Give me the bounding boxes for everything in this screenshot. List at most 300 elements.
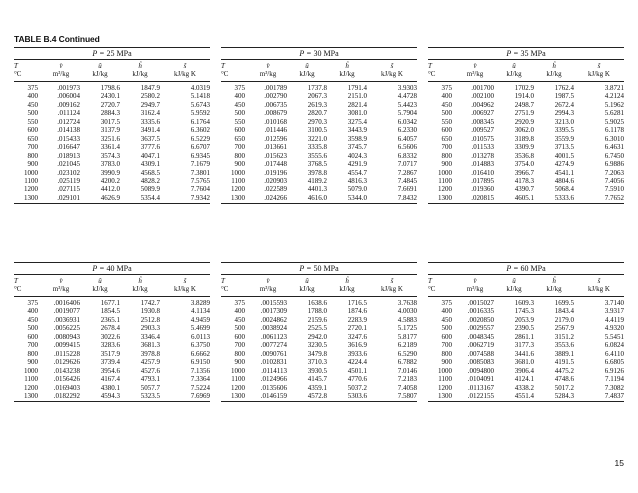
table-cell: 4167.4 bbox=[100, 375, 120, 384]
table-cell: .0017309 bbox=[260, 307, 287, 316]
table-row bbox=[14, 194, 210, 204]
table-cell: 400 bbox=[27, 307, 38, 316]
table-row bbox=[428, 135, 624, 143]
table-cell: 3.9317 bbox=[604, 307, 624, 316]
table-cell: 5079.0 bbox=[347, 185, 367, 194]
table-cell: 6.3010 bbox=[604, 134, 624, 143]
table-cell: 1930.8 bbox=[140, 307, 160, 316]
table-cell: 4572.8 bbox=[287, 392, 327, 402]
table-row bbox=[221, 350, 417, 358]
column-symbol: T bbox=[221, 62, 225, 70]
table-row bbox=[221, 177, 417, 185]
table-cell: 3137.9 bbox=[100, 126, 120, 135]
pressure-block bbox=[428, 262, 624, 402]
table-cell: 1300 bbox=[14, 194, 42, 204]
table-cell: 700 bbox=[27, 143, 38, 152]
table-row bbox=[221, 324, 417, 332]
table-cell: .023102 bbox=[57, 168, 80, 177]
table-cell: 3062.0 bbox=[514, 126, 534, 135]
table-cell: 800 bbox=[27, 151, 38, 160]
table-cell: 4412.0 bbox=[100, 185, 120, 194]
column-unit: °C bbox=[221, 70, 249, 82]
table-cell: 650 bbox=[27, 134, 38, 143]
table-row bbox=[221, 297, 417, 308]
table-cell: 6.1178 bbox=[605, 126, 624, 135]
table-cell: 2942.0 bbox=[307, 332, 327, 341]
table-cell: .0169403 bbox=[53, 383, 80, 392]
table-cell: .001973 bbox=[57, 84, 80, 92]
pressure-label: P = bbox=[92, 264, 107, 273]
table-cell: 3954.6 bbox=[100, 366, 120, 375]
column-symbol: T bbox=[14, 277, 18, 285]
table-cell: 2067.3 bbox=[307, 92, 327, 101]
table-cell: 4.9459 bbox=[190, 315, 210, 324]
table-row bbox=[14, 152, 210, 160]
table-cell: 4145.7 bbox=[307, 375, 327, 384]
table-cell: .0074588 bbox=[467, 349, 494, 358]
table-cell: 7.3364 bbox=[190, 375, 210, 384]
table-cell: .0115228 bbox=[54, 349, 80, 358]
table-cell: 400 bbox=[234, 307, 245, 316]
table-cell: 3247.6 bbox=[347, 332, 367, 341]
column-unit: kJ/kg bbox=[120, 70, 160, 82]
table-cell: 3966.7 bbox=[514, 168, 534, 177]
column-unit: m³/kg bbox=[249, 70, 287, 82]
table-cell: 6.4631 bbox=[604, 143, 624, 152]
table-cell: .012596 bbox=[264, 134, 287, 143]
pressure-block bbox=[221, 262, 417, 402]
table-cell: .017448 bbox=[264, 160, 287, 169]
table-row bbox=[428, 177, 624, 185]
table-cell: 2861.1 bbox=[514, 332, 534, 341]
table-cell: 1716.5 bbox=[347, 299, 367, 307]
table-cell: 1788.0 bbox=[307, 307, 327, 316]
table-cell: 900 bbox=[27, 358, 38, 367]
table-cell: 4527.6 bbox=[140, 366, 160, 375]
table-cell: 1854.5 bbox=[100, 307, 120, 316]
table-cell: 5303.6 bbox=[327, 392, 367, 402]
table-cell: 6.9150 bbox=[190, 358, 210, 367]
table-cell: 400 bbox=[234, 92, 245, 101]
table-cell: 900 bbox=[27, 160, 38, 169]
table-cell: 3230.5 bbox=[307, 341, 327, 350]
table-cell: 3177.3 bbox=[514, 341, 534, 350]
table-cell: 1000 bbox=[438, 366, 452, 375]
table-cell: 4001.5 bbox=[554, 151, 574, 160]
table-cell: 900 bbox=[234, 358, 245, 367]
table-cell: 4554.7 bbox=[347, 168, 367, 177]
table-cell: 4338.2 bbox=[514, 383, 534, 392]
table-cell: 1000 bbox=[24, 366, 38, 375]
table-cell: 4828.2 bbox=[140, 176, 160, 185]
pressure-value: 30 MPa bbox=[313, 49, 339, 58]
table-row bbox=[14, 341, 210, 349]
pressure-value: 25 MPa bbox=[106, 49, 132, 58]
table-cell: 5089.9 bbox=[140, 185, 160, 194]
table-cell: 3710.3 bbox=[307, 358, 327, 367]
table-cell: 5.6281 bbox=[604, 109, 624, 118]
table-cell: 900 bbox=[441, 160, 452, 169]
table-cell: 550 bbox=[441, 117, 452, 126]
table-cell: 800 bbox=[234, 349, 245, 358]
table-cell: 4804.6 bbox=[554, 176, 574, 185]
table-cell: 5.1962 bbox=[604, 100, 624, 109]
table-cell: 7.1679 bbox=[190, 160, 210, 169]
column-unit: kJ/kg K bbox=[574, 70, 624, 82]
table-cell: 650 bbox=[234, 134, 245, 143]
table-cell: 1914.0 bbox=[514, 92, 534, 101]
table-cell: 5.5451 bbox=[604, 332, 624, 341]
table-cell: 2053.9 bbox=[514, 315, 534, 324]
table-cell: 4224.4 bbox=[347, 358, 367, 367]
pressure-value: 60 MPa bbox=[520, 264, 546, 273]
column-symbol: ĥ bbox=[138, 62, 142, 70]
pressure-block bbox=[14, 47, 210, 204]
table-cell: 7.5807 bbox=[367, 392, 417, 402]
table-cell: .010575 bbox=[471, 134, 494, 143]
table-cell: 600 bbox=[27, 332, 38, 341]
table-row bbox=[14, 143, 210, 151]
table-row bbox=[14, 92, 210, 100]
table-cell: 2821.4 bbox=[347, 100, 367, 109]
table-cell: 5.4423 bbox=[397, 100, 417, 109]
table-cell: 3017.5 bbox=[100, 117, 120, 126]
table-row bbox=[428, 324, 624, 332]
table-cell: 1300 bbox=[221, 392, 249, 402]
table-cell: .015433 bbox=[57, 134, 80, 143]
table-cell: .0085083 bbox=[467, 358, 494, 367]
table-cell: 4748.6 bbox=[554, 375, 574, 384]
table-row bbox=[14, 358, 210, 366]
table-cell: 4793.1 bbox=[140, 375, 160, 384]
pressure-title bbox=[221, 47, 417, 60]
table-row bbox=[14, 297, 210, 308]
table-row bbox=[14, 384, 210, 392]
table-row bbox=[221, 307, 417, 315]
table-cell: .0015593 bbox=[260, 299, 287, 307]
table-cell: .020903 bbox=[264, 176, 287, 185]
table-cell: 1200 bbox=[24, 185, 38, 194]
column-unit: kJ/kg bbox=[534, 285, 574, 297]
table-cell: .011533 bbox=[471, 143, 494, 152]
table-cell: 4816.3 bbox=[347, 176, 367, 185]
table-cell: 5.8177 bbox=[397, 332, 417, 341]
column-symbol: ĥ bbox=[138, 277, 142, 285]
table-cell: 3978.8 bbox=[140, 349, 160, 358]
table-row bbox=[14, 109, 210, 117]
table-cell: 1699.5 bbox=[554, 299, 574, 307]
pressure-label: P = bbox=[506, 49, 521, 58]
table-cell: 7.2183 bbox=[397, 375, 417, 384]
table-row bbox=[428, 350, 624, 358]
table-row bbox=[14, 160, 210, 168]
table-row bbox=[428, 160, 624, 168]
table-cell: 2390.5 bbox=[514, 324, 534, 333]
table-row bbox=[221, 375, 417, 383]
table-cell: 3517.9 bbox=[100, 349, 120, 358]
table-row bbox=[428, 384, 624, 392]
table-cell: 4274.9 bbox=[554, 160, 574, 169]
column-unit: kJ/kg bbox=[494, 285, 534, 297]
table-row bbox=[14, 126, 210, 134]
table-cell: 6.6805 bbox=[604, 358, 624, 367]
table-cell: 375 bbox=[441, 299, 452, 307]
column-unit: kJ/kg bbox=[327, 285, 367, 297]
table-cell: 2884.3 bbox=[100, 109, 120, 118]
table-cell: 600 bbox=[441, 126, 452, 135]
table-cell: 1791.4 bbox=[347, 84, 367, 92]
table-cell: 1000 bbox=[438, 168, 452, 177]
table-cell: 2970.3 bbox=[307, 117, 327, 126]
table-cell: .0143238 bbox=[53, 366, 80, 375]
table-cell: 1200 bbox=[438, 383, 452, 392]
table-cell: 1100 bbox=[231, 176, 245, 185]
table-cell: 1798.6 bbox=[100, 84, 120, 92]
table-row bbox=[221, 316, 417, 324]
table-cell: .0080943 bbox=[53, 332, 80, 341]
table-cell: 3745.7 bbox=[347, 143, 367, 152]
table-cell: 3.9303 bbox=[397, 84, 417, 92]
table-row bbox=[14, 316, 210, 324]
table-cell: 3536.8 bbox=[514, 151, 534, 160]
table-cell: 7.7652 bbox=[574, 194, 624, 204]
table-cell: 4.0030 bbox=[397, 307, 417, 316]
table-cell: 3189.8 bbox=[514, 134, 534, 143]
column-symbol: ŝ bbox=[597, 277, 601, 285]
table-cell: 1847.9 bbox=[140, 84, 160, 92]
table-cell: .025119 bbox=[57, 176, 80, 185]
table-cell: 375 bbox=[27, 299, 38, 307]
table-cell: 5.1418 bbox=[190, 92, 210, 101]
pressure-block bbox=[14, 262, 210, 402]
table-cell: 550 bbox=[234, 117, 245, 126]
column-symbol: v̂ bbox=[266, 62, 270, 70]
table-cell: .0114113 bbox=[261, 366, 287, 375]
column-symbol: T bbox=[428, 62, 432, 70]
table-cell: .019360 bbox=[471, 185, 494, 194]
table-cell: 3100.5 bbox=[307, 126, 327, 135]
table-row bbox=[428, 341, 624, 349]
pressure-label: P = bbox=[506, 264, 521, 273]
table-cell: .0016406 bbox=[53, 299, 80, 307]
table-cell: .0036931 bbox=[53, 315, 80, 324]
table-cell: .017895 bbox=[471, 176, 494, 185]
pressure-value: 50 MPa bbox=[313, 264, 339, 273]
table-row bbox=[428, 82, 624, 93]
table-cell: 3335.8 bbox=[307, 143, 327, 152]
table-cell: 1702.9 bbox=[514, 84, 534, 92]
table-cell: 6.5606 bbox=[397, 143, 417, 152]
table-cell: 4191.5 bbox=[554, 358, 574, 367]
table-row bbox=[428, 118, 624, 126]
table-cell: 4189.2 bbox=[307, 176, 327, 185]
table-cell: 3251.6 bbox=[100, 134, 120, 143]
table-cell: .0029557 bbox=[467, 324, 494, 333]
table-cell: 3681.0 bbox=[514, 358, 534, 367]
table-row bbox=[14, 333, 210, 341]
table-cell: .008679 bbox=[264, 109, 287, 118]
table-cell: 6.3750 bbox=[190, 341, 210, 350]
table-cell: .0122155 bbox=[456, 392, 494, 402]
table-cell: 3553.6 bbox=[554, 341, 574, 350]
column-symbol: T bbox=[428, 277, 432, 285]
table-cell: .0182292 bbox=[42, 392, 80, 402]
table-row bbox=[221, 341, 417, 349]
table-cell: 500 bbox=[441, 109, 452, 118]
table-cell: 3335.6 bbox=[140, 117, 160, 126]
table-cell: 4.5883 bbox=[397, 315, 417, 324]
column-unit: kJ/kg bbox=[534, 70, 574, 82]
table-cell: 2678.4 bbox=[100, 324, 120, 333]
column-symbol: ŝ bbox=[390, 277, 394, 285]
table-cell: 700 bbox=[234, 341, 245, 350]
table-cell: 1200 bbox=[24, 383, 38, 392]
table-cell: 4401.3 bbox=[307, 185, 327, 194]
table-cell: 5017.2 bbox=[554, 383, 574, 392]
table-cell: 4475.2 bbox=[554, 366, 574, 375]
column-symbol: ĥ bbox=[552, 277, 556, 285]
table-cell: 3275.4 bbox=[347, 117, 367, 126]
table-cell: 3213.0 bbox=[554, 117, 574, 126]
table-row bbox=[221, 92, 417, 100]
table-cell: 6.5290 bbox=[397, 349, 417, 358]
table-cell: 500 bbox=[27, 109, 38, 118]
table-cell: 600 bbox=[441, 332, 452, 341]
column-symbol: û bbox=[98, 62, 102, 70]
table-row bbox=[221, 101, 417, 109]
table-row bbox=[221, 358, 417, 366]
table-cell: 6.9345 bbox=[190, 151, 210, 160]
pressure-title bbox=[14, 47, 210, 60]
table-cell: 4.2124 bbox=[604, 92, 624, 101]
pressure-label: P = bbox=[299, 49, 314, 58]
table-cell: .0129626 bbox=[53, 358, 80, 367]
table-cell: .0135606 bbox=[260, 383, 287, 392]
table-cell: 2512.8 bbox=[140, 315, 160, 324]
table-cell: 450 bbox=[441, 315, 452, 324]
table-cell: 2283.9 bbox=[347, 315, 367, 324]
table-cell: 4594.3 bbox=[80, 392, 120, 402]
table-cell: 3889.1 bbox=[554, 349, 574, 358]
table-row bbox=[221, 109, 417, 117]
table-cell: 7.1194 bbox=[605, 375, 624, 384]
table-cell: 4124.1 bbox=[514, 375, 534, 384]
table-cell: 5.1725 bbox=[397, 324, 417, 333]
table-row bbox=[428, 307, 624, 315]
table-row bbox=[14, 118, 210, 126]
table-cell: 4.4728 bbox=[397, 92, 417, 101]
table-cell: .019196 bbox=[264, 168, 287, 177]
table-row bbox=[428, 194, 624, 204]
table-cell: 4359.1 bbox=[307, 383, 327, 392]
table-cell: 3.8289 bbox=[190, 299, 210, 307]
table-cell: 7.5910 bbox=[604, 185, 624, 194]
table-cell: 2672.4 bbox=[554, 100, 574, 109]
column-symbol: û bbox=[98, 277, 102, 285]
table-cell: 3754.0 bbox=[514, 160, 534, 169]
table-cell: 6.2330 bbox=[397, 126, 417, 135]
table-cell: 1762.4 bbox=[554, 84, 574, 92]
column-unit: kJ/kg bbox=[120, 285, 160, 297]
table-cell: 2619.3 bbox=[307, 100, 327, 109]
table-row bbox=[221, 143, 417, 151]
table-cell: 3.8721 bbox=[604, 84, 624, 92]
table-cell: .006004 bbox=[57, 92, 80, 101]
table-cell: 1100 bbox=[438, 176, 452, 185]
table-cell: 1638.6 bbox=[307, 299, 327, 307]
table-cell: 6.4110 bbox=[605, 349, 624, 358]
table-row bbox=[14, 185, 210, 193]
table-cell: 1100 bbox=[438, 375, 452, 384]
table-cell: 4.9320 bbox=[604, 324, 624, 333]
table-cell: 600 bbox=[27, 126, 38, 135]
table-cell: .002100 bbox=[471, 92, 494, 101]
table-cell: 500 bbox=[234, 324, 245, 333]
table-cell: 7.5224 bbox=[190, 383, 210, 392]
table-cell: 4200.2 bbox=[100, 176, 120, 185]
table-cell: 800 bbox=[234, 151, 245, 160]
table-cell: 2820.7 bbox=[307, 109, 327, 118]
pressure-title bbox=[428, 262, 624, 275]
table-cell: 800 bbox=[27, 349, 38, 358]
table-row bbox=[428, 367, 624, 375]
table-cell: 1100 bbox=[231, 375, 245, 384]
page-number: 15 bbox=[614, 458, 624, 468]
table-cell: 7.2867 bbox=[397, 168, 417, 177]
table-cell: 6.4057 bbox=[397, 134, 417, 143]
table-cell: 6.1764 bbox=[190, 117, 210, 126]
table-row bbox=[221, 152, 417, 160]
table-cell: .015623 bbox=[264, 151, 287, 160]
table-cell: 3395.5 bbox=[554, 126, 574, 135]
table-cell: 375 bbox=[234, 84, 245, 92]
table-cell: 3081.0 bbox=[347, 109, 367, 118]
table-cell: 4024.3 bbox=[347, 151, 367, 160]
table-cell: 5.9025 bbox=[604, 117, 624, 126]
table-cell: 4770.6 bbox=[347, 375, 367, 384]
table-cell: 7.6691 bbox=[397, 185, 417, 194]
table-cell: 1609.3 bbox=[514, 299, 534, 307]
table-cell: 3713.5 bbox=[554, 143, 574, 152]
table-cell: 6.7450 bbox=[604, 151, 624, 160]
column-symbol: v̂ bbox=[473, 62, 477, 70]
table-cell: 5323.5 bbox=[120, 392, 160, 402]
table-row bbox=[221, 135, 417, 143]
column-unit: m³/kg bbox=[42, 70, 80, 82]
table-cell: 7.0717 bbox=[397, 160, 417, 169]
table-cell: .022589 bbox=[264, 185, 287, 194]
table-cell: 3906.4 bbox=[514, 366, 534, 375]
table-cell: 2903.3 bbox=[140, 324, 160, 333]
table-row bbox=[14, 324, 210, 332]
table-row bbox=[14, 177, 210, 185]
table-cell: .016410 bbox=[471, 168, 494, 177]
table-cell: 3.7638 bbox=[397, 299, 417, 307]
table-cell: 1742.7 bbox=[140, 299, 160, 307]
table-cell: 375 bbox=[27, 84, 38, 92]
table-cell: 1200 bbox=[438, 185, 452, 194]
table-cell: 5.9592 bbox=[190, 109, 210, 118]
table-cell: 7.6969 bbox=[160, 392, 210, 402]
table-cell: .011446 bbox=[264, 126, 287, 135]
table-cell: 700 bbox=[441, 341, 452, 350]
table-cell: 3443.9 bbox=[347, 126, 367, 135]
table-cell: .0094800 bbox=[467, 366, 494, 375]
column-symbol: ĥ bbox=[345, 62, 349, 70]
table-cell: .0048345 bbox=[467, 332, 494, 341]
table-cell: 1000 bbox=[231, 366, 245, 375]
table-cell: 3.7140 bbox=[604, 299, 624, 307]
